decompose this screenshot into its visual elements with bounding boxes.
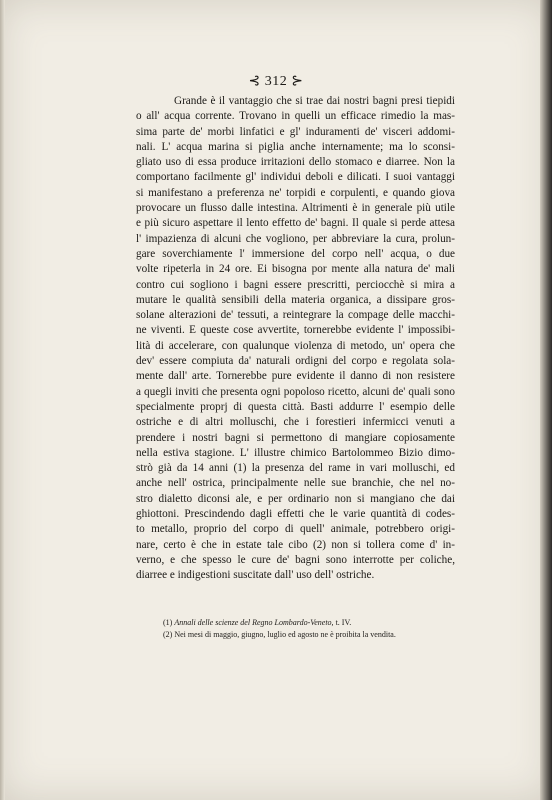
text-line: si manifestano a preferenza ne' torpidi e corpulenti, e quando giova <box>136 186 455 199</box>
text-line: verno, e che spesso le cure de' bagni sono interrotte per coliche, <box>136 553 455 566</box>
text-line: nali. L' acqua marina si piglia anche internamente; ma lo sconsi- <box>136 140 455 153</box>
text-line: comportano facilmente gl' individui deboli e dilicati. I suoi vantaggi <box>136 171 455 184</box>
footnote-2 <box>163 629 463 641</box>
footnote-text: Nei mesi di maggio, giugno, luglio ed agosto ne è proibita la vendita. <box>174 629 396 639</box>
text-line: dev' essere compiuta da' naturali ordigni del corpo e regolata sola- <box>136 355 455 368</box>
text-line: l' impazienza di alcuni che vogliono, per abbreviare la cura, prolun- <box>136 232 455 245</box>
text-line: sima parte de' morbi linfatici e gl' induramenti de' visceri addomi- <box>136 125 455 138</box>
text-line: anche nell' ostrica, principalmente nelle sue branchie, che nel no- <box>136 477 455 490</box>
text-line: ne viventi. E queste cose avvertite, tornerebbe evidente l' impossibi- <box>136 324 455 337</box>
text-line: mutare le qualità sensibili della materia organica, a dissipare gros- <box>136 293 455 306</box>
text-line: volte ripeterla in 24 ore. Ei bisogna por mente alla natura de' mali <box>136 263 455 276</box>
footnote-reference: t. IV. <box>335 618 352 627</box>
footnote-marker: (2) <box>163 629 173 639</box>
text-line: o all' acqua corrente. Trovano in quelli un efficace rimedio la mas- <box>136 110 455 123</box>
text-line: diarree e indigestioni suscitate dall' uso dell' ostriche. <box>136 569 375 582</box>
page-number: ⊰ 312 ⊱ <box>248 74 304 89</box>
page-left-edge <box>0 0 5 800</box>
text-line: gliato uso di essa produce irritazioni dello stomaco e diarree. Non la <box>136 156 455 169</box>
page-binding-shadow <box>540 0 552 800</box>
text-line: nare, certo è che in estate tale cibo (2) non si tollera come d' in- <box>136 538 455 551</box>
footnotes <box>163 617 463 640</box>
text-line: ghiottoni. Prescindendo dagli effetti che le varie quantità di codes- <box>136 508 455 521</box>
footnote-source-title: Annali delle scienze del Regno Lombardo-Veneto, <box>174 618 334 627</box>
text-line: nella estiva stagione. L' illustre chimico Bartolommeo Bizio dimo- <box>136 446 455 459</box>
text-line: mente dall' arte. Tornerebbe pure evidente il danno di non resistere <box>136 370 455 383</box>
text-line: Grande è il vantaggio che si trae dai nostri bagni presi tiepidi <box>174 95 455 107</box>
body-paragraph <box>136 94 455 584</box>
footnote-marker: (1) <box>163 618 173 627</box>
text-line: specialmente proprj di questa città. Basti addurre l' esempio delle <box>136 400 455 413</box>
text-line: to metallo, proprio del corpo di quell' animale, potrebbero origi- <box>136 523 455 536</box>
footnote-1 <box>163 617 463 629</box>
text-line: provocare un flusso dalle intestina. Altrimenti è in generale più utile <box>136 202 455 215</box>
text-line: prendere i nostri bagni si permettono di mangiare copiosamente <box>136 431 455 444</box>
text-line: ostriche e di altri molluschi, che i forestieri infermicci venuti a <box>136 416 455 429</box>
text-line: solane alterazioni de' tessuti, a reintegrare la compage delle macchi- <box>136 309 455 322</box>
text-line: contro cui sogliono i bagni essere prescritti, perciocchè si mira a <box>136 278 455 291</box>
text-line: stro dialetto diconsi ale, e per ordinario non si mangiano che dai <box>136 492 455 505</box>
text-line: strò già da 14 anni (1) la presenza del rame in vari molluschi, ed <box>136 462 455 475</box>
text-line: lità di accelerare, con qualunque violenza di metodo, un' opera che <box>136 339 455 352</box>
text-line: e più sicuro aspettare il lento effetto de' bagni. Il quale si perde attesa <box>136 217 455 230</box>
text-line: gare soverchiamente l' immersione del corpo nell' acqua, o due <box>136 247 455 260</box>
text-line: a quegli inviti che presenta ogni popoloso ricetto, alcuni de' quali sono <box>136 385 455 398</box>
